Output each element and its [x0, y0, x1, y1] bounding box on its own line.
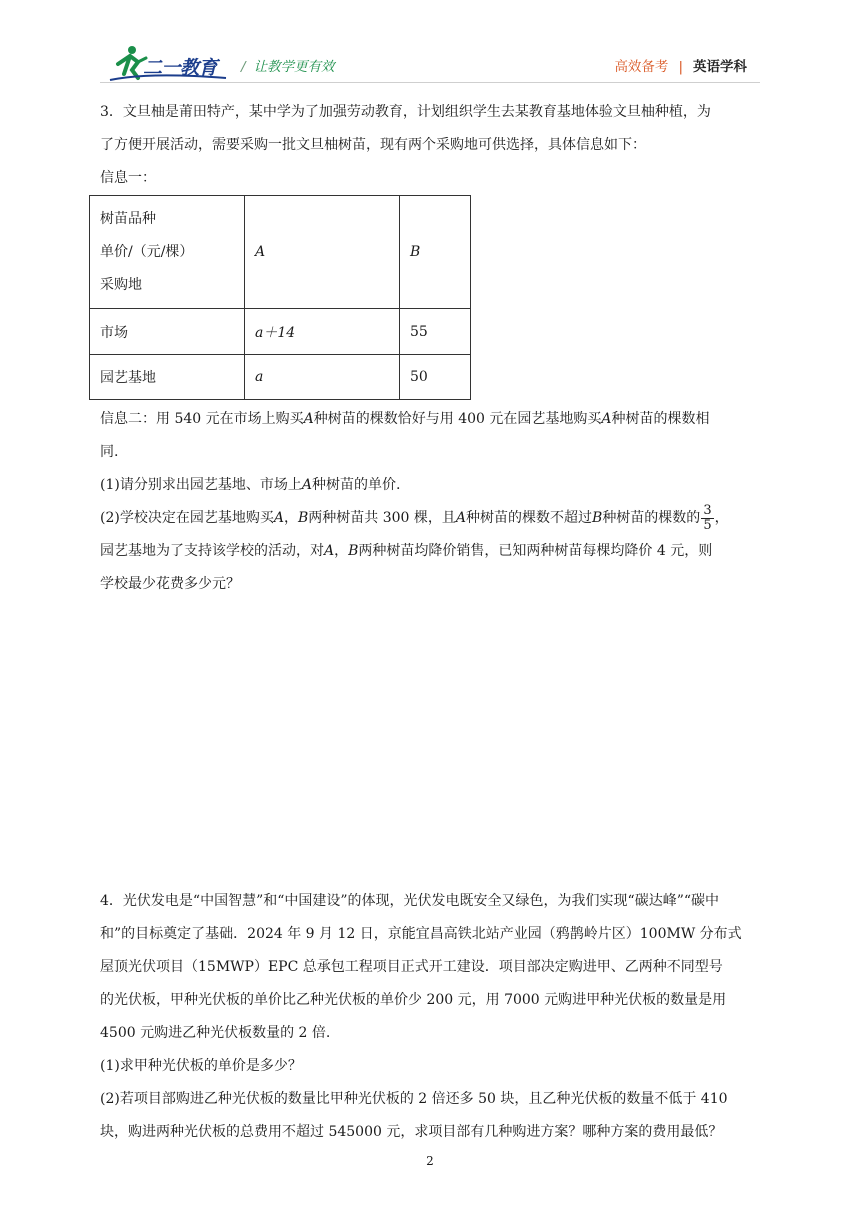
- q4-line-5: 4500 元购进乙种光伏板数量的 2 倍.: [100, 1025, 331, 1041]
- text-span: 信息二：用 540 元在市场上购买: [100, 411, 304, 427]
- col-a-label: A: [255, 244, 266, 260]
- header-subject-name: 英语学科: [693, 59, 747, 75]
- var-span: A: [324, 543, 335, 559]
- text-span: 种树苗的棵数的: [602, 510, 701, 526]
- q3-info2: [100, 403, 764, 601]
- text-span: ，: [714, 510, 729, 526]
- var-span: A: [601, 411, 612, 427]
- q3-info2-line-1: [100, 403, 764, 436]
- q3-sub1: [100, 469, 764, 502]
- header-tag: 高效备考: [614, 59, 669, 75]
- var-span: A: [273, 510, 284, 526]
- text-span: ，: [283, 510, 298, 526]
- var-span: A: [303, 411, 314, 427]
- q4-line-2: 和”的目标奠定了基础．2024 年 9 月 12 日，京能宜昌高铁北站产业园（鸦鹊岭片区）100MW 分布式: [100, 926, 742, 942]
- text-span: 种树苗的棵数恰好与用 400 元在园艺基地购买: [313, 411, 602, 427]
- q3-line-2: 了方便开展活动，需要采购一批文旦柚树苗，现有两个采购地可供选择，具体信息如下：: [100, 137, 646, 153]
- table-row: [90, 196, 471, 309]
- row-market-place: 市场: [90, 309, 245, 355]
- table-header-cell: [90, 196, 245, 309]
- row-garden-a: [245, 355, 400, 400]
- slogan-text: 让教学更有效: [253, 59, 335, 75]
- q3-line-1: 3．文旦柚是莆田特产，某中学为了加强劳动教育，计划组织学生去某教育基地体验文旦柚种植，为: [100, 104, 711, 120]
- slogan: / 让教学更有效: [241, 59, 335, 75]
- row-garden-a-value: a: [255, 369, 264, 385]
- table-row: [90, 309, 471, 355]
- header-divider: [100, 82, 760, 83]
- text-span: 种树苗的棵数相: [611, 411, 710, 427]
- row-garden-b: 50: [400, 355, 471, 400]
- col-a-header: [245, 196, 400, 309]
- q4-sub1: (1)求甲种光伏板的单价是多少？: [100, 1058, 302, 1074]
- text-span: 园艺基地为了支持该学校的活动，对: [100, 543, 324, 559]
- var-span: B: [297, 510, 309, 526]
- col-b-label: B: [410, 244, 421, 260]
- q4-line-1: 4．光伏发电是“中国智慧”和“中国建设”的体现，光伏发电既安全又绿色，为我们实现“碳达峰”“碳中: [100, 893, 720, 909]
- q4-stem: [100, 885, 764, 1149]
- row-market-b: 55: [400, 309, 471, 355]
- var-span: B: [348, 543, 359, 559]
- col-b-header: [400, 196, 471, 309]
- q3-stem: [100, 96, 764, 195]
- q4-sub2-line-1: (2)若项目部购进乙种光伏板的数量比甲种光伏板的 2 倍还多 50 块，且乙种光伏板的数量不低于 410: [100, 1091, 728, 1107]
- row-market-a: [245, 309, 400, 355]
- header-line-place: 采购地: [100, 276, 142, 293]
- text-span: ，: [334, 543, 349, 559]
- logo-text: 二一教育: [143, 57, 218, 79]
- q3-sub2-line-3: 学校最少花费多少元？: [100, 576, 240, 592]
- header-subject: [614, 55, 747, 75]
- q3-price-table: [89, 195, 471, 400]
- q3-sub2-line-1: [100, 502, 764, 535]
- header-separator: |: [678, 59, 683, 75]
- var-span: A: [301, 477, 312, 493]
- header-line-price: 单价/（元/棵）: [100, 243, 194, 260]
- fraction: [701, 504, 713, 533]
- fraction-numerator: 3: [703, 502, 712, 518]
- header-line-variety: 树苗品种: [100, 210, 156, 227]
- page-number: 2: [426, 1154, 434, 1168]
- var-span: A: [455, 510, 467, 526]
- row-market-a-value: a＋14: [255, 324, 296, 341]
- q3-info1-label: 信息一：: [100, 170, 156, 186]
- q3-sub2-line-2: [100, 535, 764, 568]
- row-garden-place: 园艺基地: [90, 355, 245, 400]
- text-span: 种树苗的棵数不超过: [466, 510, 593, 526]
- q3-info2-line-2: 同.: [100, 444, 119, 460]
- text-span: (1)请分别求出园艺基地、市场上: [100, 477, 302, 493]
- table-row: [90, 355, 471, 400]
- text-span: 两种树苗共 300 棵，且: [308, 510, 456, 526]
- text-span: 种树苗的单价.: [311, 477, 401, 493]
- fraction-denominator: 5: [703, 517, 712, 533]
- q4-sub2-line-2: 块，购进两种光伏板的总费用不超过 545000 元，求项目部有几种购进方案？哪种方案的费用最低？: [100, 1124, 723, 1140]
- page-header: [0, 0, 860, 90]
- text-span: (2)学校决定在园艺基地购买: [100, 510, 274, 526]
- var-span: B: [592, 510, 603, 526]
- q4-line-3: 屋顶光伏项目（15MWP）EPC 总承包工程项目正式开工建设．项目部决定购进甲、乙两种不同型号: [100, 959, 723, 975]
- q4-line-4: 的光伏板，甲种光伏板的单价比乙种光伏板的单价少 200 元，用 7000 元购进甲种光伏板的数量是用: [100, 992, 727, 1008]
- text-span: 两种树苗均降价销售，已知两种树苗每棵均降价 4 元，则: [358, 543, 713, 559]
